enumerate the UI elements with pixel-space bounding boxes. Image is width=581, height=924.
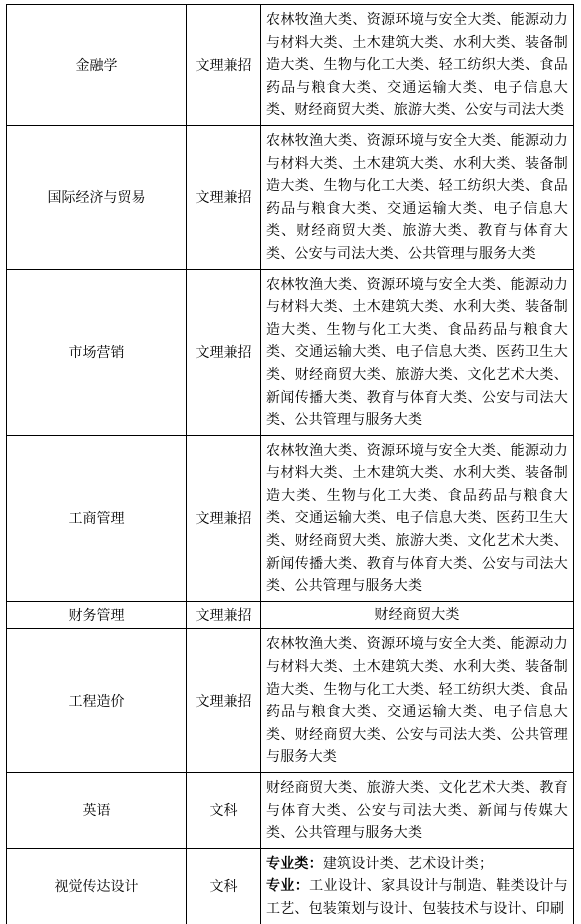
major-name: 工程造价 (7, 629, 187, 773)
category-label: 专业类： (266, 855, 323, 872)
table-row (7, 773, 574, 849)
allowed-categories: 财经商贸大类 (261, 601, 574, 629)
major-name: 市场营销 (7, 269, 187, 435)
enroll-type: 文科 (187, 773, 261, 849)
table-row (7, 629, 574, 773)
major-name: 财务管理 (7, 601, 187, 629)
major-label: 专业： (266, 878, 310, 895)
table-row (7, 5, 574, 126)
allowed-categories: 农林牧渔大类、资源环境与安全大类、能源动力与材料大类、土木建筑大类、水利大类、装备制造大类、生物与化工大类、轻工纺织大类、食品药品与粮食大类、交通运输大类、电子信息大类、财经商贸大类、旅游大类、公安与司法大类 (261, 5, 574, 126)
enroll-type: 文理兼招 (187, 5, 261, 126)
enroll-type: 文理兼招 (187, 435, 261, 601)
table-row (7, 848, 574, 923)
enroll-type: 文理兼招 (187, 601, 261, 629)
major-name: 英语 (7, 773, 187, 849)
allowed-categories: 农林牧渔大类、资源环境与安全大类、能源动力与材料大类、土木建筑大类、水利大类、装备制造大类、生物与化工大类、轻工纺织大类、食品药品与粮食大类、交通运输大类、电子信息大类、财经商贸大类、旅游大类、教育与体育大类、公安与司法大类、公共管理与服务大类 (261, 125, 574, 269)
major-name: 国际经济与贸易 (7, 125, 187, 269)
enroll-type: 文理兼招 (187, 125, 261, 269)
enroll-type: 文科 (187, 848, 261, 923)
enroll-type: 文理兼招 (187, 629, 261, 773)
table-row (7, 435, 574, 601)
major-name: 视觉传达设计 (7, 848, 187, 923)
major-requirements-table (6, 4, 574, 924)
allowed-categories: 财经商贸大类、旅游大类、文化艺术大类、教育与体育大类、公安与司法大类、新闻与传媒大类、公共管理与服务大类 (261, 773, 574, 849)
major-text: 工业设计、家具设计与制造、鞋类设计与工艺、包装策划与设计、包装技术与设计、印刷 (266, 878, 568, 917)
major-name: 工商管理 (7, 435, 187, 601)
allowed-categories: 农林牧渔大类、资源环境与安全大类、能源动力与材料大类、土木建筑大类、水利大类、装备制造大类、生物与化工大类、轻工纺织大类、食品药品与粮食大类、交通运输大类、电子信息大类、财经商贸大类、公安与司法大类、公共管理与服务大类 (261, 629, 574, 773)
table-row (7, 269, 574, 435)
category-text: 建筑设计类、艺术设计类； (322, 855, 494, 872)
major-name: 金融学 (7, 5, 187, 126)
allowed-categories: 农林牧渔大类、资源环境与安全大类、能源动力与材料大类、土木建筑大类、水利大类、装备制造大类、生物与化工大类、食品药品与粮食大类、交通运输大类、电子信息大类、医药卫生大类、财经商贸大类、旅游大类、文化艺术大类、新闻传播大类、教育与体育大类、公安与司法大类、公共管理与服务大类 (261, 435, 574, 601)
table-row (7, 125, 574, 269)
allowed-categories (261, 848, 574, 923)
table-row (7, 601, 574, 629)
allowed-categories: 农林牧渔大类、资源环境与安全大类、能源动力与材料大类、土木建筑大类、水利大类、装备制造大类、生物与化工大类、食品药品与粮食大类、交通运输大类、电子信息大类、医药卫生大类、财经商贸大类、旅游大类、文化艺术大类、新闻传播大类、教育与体育大类、公安与司法大类、公共管理与服务大类 (261, 269, 574, 435)
enroll-type: 文理兼招 (187, 269, 261, 435)
